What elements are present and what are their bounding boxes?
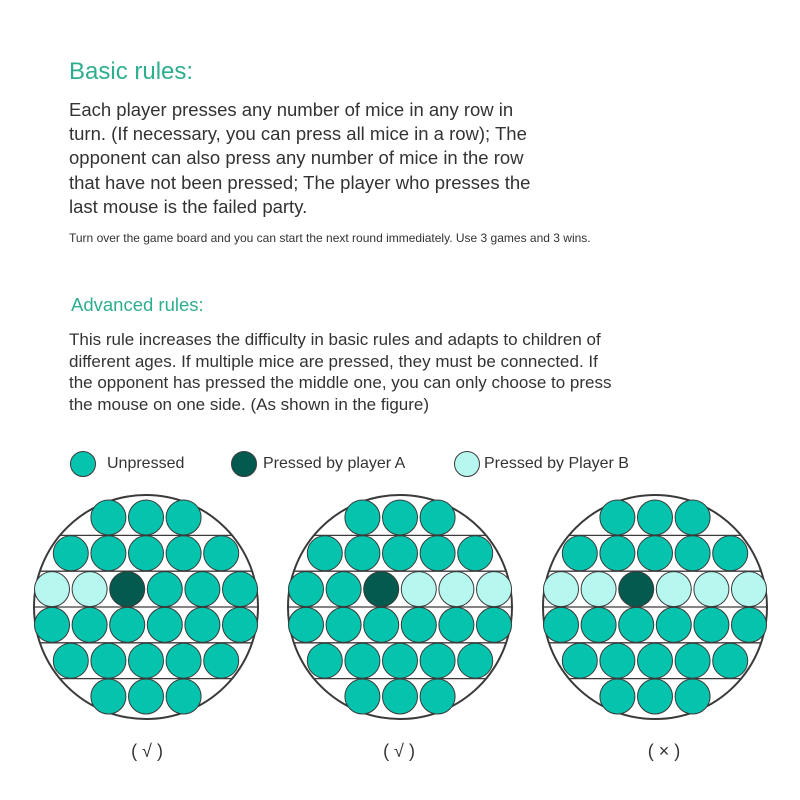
- mouse-unpressed[interactable]: [420, 643, 455, 678]
- board-verdict-valid: ( √ ): [131, 741, 163, 761]
- mouse-unpressed[interactable]: [383, 679, 418, 714]
- mouse-unpressed[interactable]: [544, 607, 579, 642]
- mouse-pressed-b[interactable]: [477, 572, 512, 607]
- mouse-pressed-a[interactable]: [619, 572, 654, 607]
- mouse-unpressed[interactable]: [53, 643, 88, 678]
- mouse-unpressed[interactable]: [307, 536, 342, 571]
- mouse-unpressed[interactable]: [345, 500, 380, 535]
- mouse-unpressed[interactable]: [166, 500, 201, 535]
- mouse-unpressed[interactable]: [91, 679, 126, 714]
- mouse-unpressed[interactable]: [656, 607, 691, 642]
- mouse-unpressed[interactable]: [420, 536, 455, 571]
- next-round-note: Turn over the game board and you can start the next round immediately. Use 3 games and 3 wins.: [69, 231, 591, 245]
- mouse-pressed-b[interactable]: [656, 572, 691, 607]
- mouse-unpressed[interactable]: [600, 500, 635, 535]
- game-board: [34, 495, 258, 719]
- mouse-unpressed[interactable]: [166, 679, 201, 714]
- board-verdict-valid: ( √ ): [383, 741, 415, 761]
- mouse-unpressed[interactable]: [675, 500, 710, 535]
- mouse-unpressed[interactable]: [204, 536, 239, 571]
- mouse-unpressed[interactable]: [53, 536, 88, 571]
- mouse-unpressed[interactable]: [364, 607, 399, 642]
- mouse-unpressed[interactable]: [458, 643, 493, 678]
- mouse-unpressed[interactable]: [562, 536, 597, 571]
- basic-rules-line: turn. (If necessary, you can press all mice in a row); The: [69, 123, 527, 145]
- mouse-pressed-b[interactable]: [35, 572, 70, 607]
- mouse-unpressed[interactable]: [638, 643, 673, 678]
- mouse-unpressed[interactable]: [562, 643, 597, 678]
- mouse-pressed-b[interactable]: [544, 572, 579, 607]
- board-verdict-invalid: ( × ): [647, 741, 681, 761]
- mouse-unpressed[interactable]: [129, 679, 164, 714]
- mouse-unpressed[interactable]: [477, 607, 512, 642]
- mouse-unpressed[interactable]: [345, 643, 380, 678]
- advanced-rules-line: the mouse on one side. (As shown in the figure): [69, 394, 430, 414]
- mouse-unpressed[interactable]: [223, 572, 258, 607]
- mouse-unpressed[interactable]: [345, 679, 380, 714]
- mouse-unpressed[interactable]: [420, 500, 455, 535]
- mouse-unpressed[interactable]: [675, 679, 710, 714]
- mouse-unpressed[interactable]: [458, 536, 493, 571]
- mouse-unpressed[interactable]: [91, 643, 126, 678]
- mouse-unpressed[interactable]: [694, 607, 729, 642]
- mouse-pressed-a[interactable]: [364, 572, 399, 607]
- mouse-pressed-b[interactable]: [401, 572, 436, 607]
- mouse-unpressed[interactable]: [129, 500, 164, 535]
- game-board: [543, 495, 767, 719]
- mouse-unpressed[interactable]: [326, 572, 361, 607]
- mouse-unpressed[interactable]: [147, 572, 182, 607]
- mouse-unpressed[interactable]: [619, 607, 654, 642]
- mouse-unpressed[interactable]: [581, 607, 616, 642]
- mouse-pressed-b[interactable]: [581, 572, 616, 607]
- mouse-pressed-b[interactable]: [694, 572, 729, 607]
- basic-rules-line: opponent can also press any number of mice in the row: [69, 147, 524, 169]
- mouse-unpressed[interactable]: [72, 607, 107, 642]
- mouse-unpressed[interactable]: [289, 572, 324, 607]
- mouse-unpressed[interactable]: [420, 679, 455, 714]
- mouse-unpressed[interactable]: [638, 679, 673, 714]
- mouse-unpressed[interactable]: [401, 607, 436, 642]
- mouse-pressed-b[interactable]: [732, 572, 767, 607]
- advanced-rules-line: the opponent has pressed the middle one, you can only choose to press: [69, 373, 612, 392]
- mouse-unpressed[interactable]: [166, 643, 201, 678]
- advanced-rules-line: different ages. If multiple mice are pressed, they must be connected. If: [69, 351, 598, 371]
- mouse-unpressed[interactable]: [147, 607, 182, 642]
- mouse-unpressed[interactable]: [185, 572, 220, 607]
- mouse-unpressed[interactable]: [713, 536, 748, 571]
- mouse-pressed-a[interactable]: [110, 572, 145, 607]
- mouse-unpressed[interactable]: [600, 643, 635, 678]
- game-board: [288, 495, 512, 719]
- mouse-unpressed[interactable]: [638, 536, 673, 571]
- mouse-unpressed[interactable]: [439, 607, 474, 642]
- mouse-unpressed[interactable]: [204, 643, 239, 678]
- basic-rules-line: last mouse is the failed party.: [69, 195, 308, 217]
- mouse-unpressed[interactable]: [223, 607, 258, 642]
- mouse-unpressed[interactable]: [326, 607, 361, 642]
- mouse-unpressed[interactable]: [383, 643, 418, 678]
- mouse-unpressed[interactable]: [35, 607, 70, 642]
- mouse-unpressed[interactable]: [166, 536, 201, 571]
- mouse-unpressed[interactable]: [675, 536, 710, 571]
- mouse-unpressed[interactable]: [600, 679, 635, 714]
- mouse-unpressed[interactable]: [732, 607, 767, 642]
- mouse-unpressed[interactable]: [129, 643, 164, 678]
- legend-player-a-label: Pressed by player A: [263, 455, 406, 472]
- legend-player-b-label: Pressed by Player B: [484, 455, 629, 472]
- mouse-unpressed[interactable]: [600, 536, 635, 571]
- mouse-unpressed[interactable]: [91, 500, 126, 535]
- mouse-unpressed[interactable]: [307, 643, 342, 678]
- mouse-unpressed[interactable]: [675, 643, 710, 678]
- mouse-unpressed[interactable]: [129, 536, 164, 571]
- basic-rules-line: Each player presses any number of mice in any row in: [69, 99, 514, 120]
- mouse-unpressed[interactable]: [91, 536, 126, 571]
- advanced-rules-heading: Advanced rules:: [71, 294, 204, 315]
- mouse-unpressed[interactable]: [383, 536, 418, 571]
- mouse-pressed-b[interactable]: [439, 572, 474, 607]
- advanced-rules-line: This rule increases the difficulty in basic rules and adapts to children of: [69, 330, 601, 349]
- mouse-unpressed[interactable]: [110, 607, 145, 642]
- mouse-unpressed[interactable]: [345, 536, 380, 571]
- mouse-unpressed[interactable]: [383, 500, 418, 535]
- basic-rules-line: that have not been pressed; The player who presses the: [69, 171, 531, 193]
- mouse-unpressed[interactable]: [713, 643, 748, 678]
- basic-rules-heading: Basic rules:: [69, 58, 194, 85]
- mouse-pressed-b[interactable]: [72, 572, 107, 607]
- mouse-unpressed[interactable]: [638, 500, 673, 535]
- mouse-unpressed[interactable]: [289, 607, 324, 642]
- mouse-unpressed[interactable]: [185, 607, 220, 642]
- legend-unpressed-label: Unpressed: [107, 455, 185, 472]
